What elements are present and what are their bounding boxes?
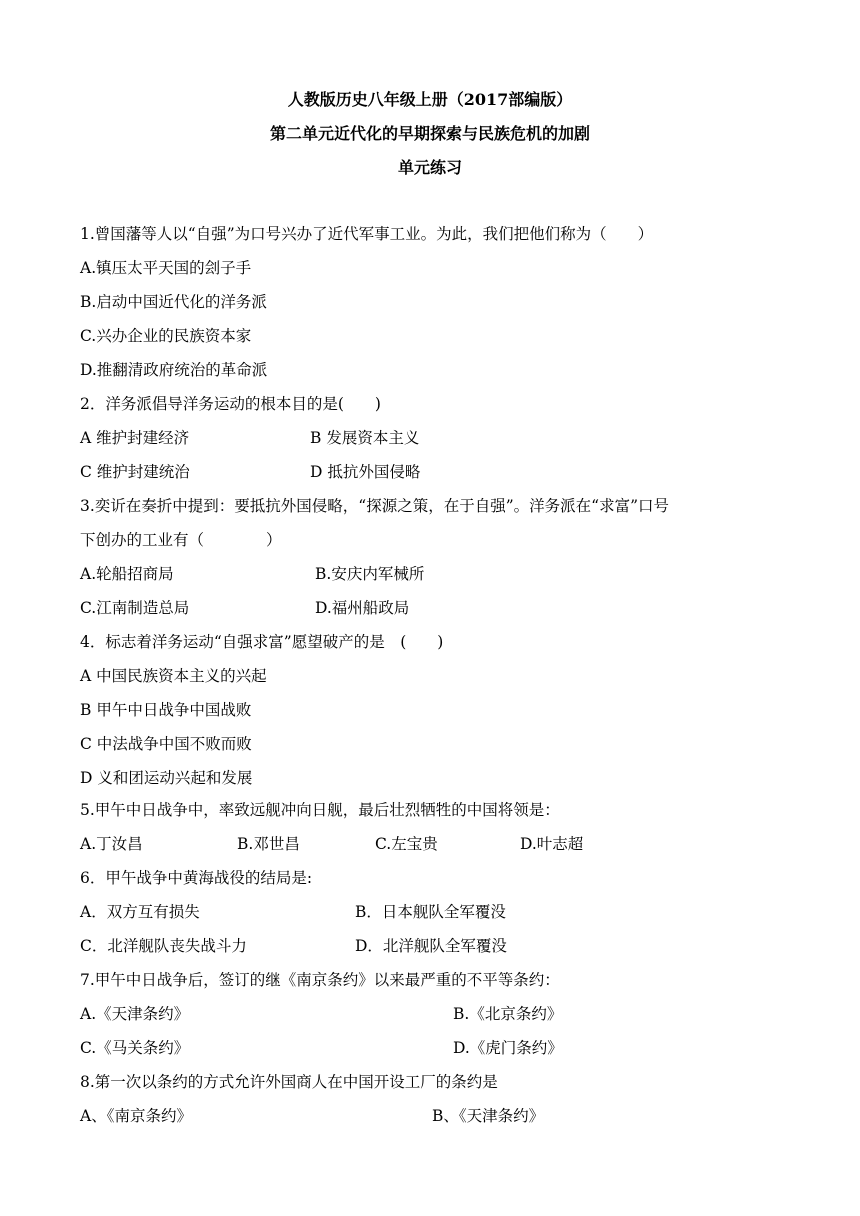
question-3-stem-line1: 3.奕䜣在奏折中提到：要抵抗外国侵略，“探源之策，在于自强”。洋务派在“求富”口号 (80, 497, 669, 515)
question-7-option-a: A.《天津条约》 (80, 1005, 190, 1023)
question-1-option-c: C.兴办企业的民族资本家 (80, 327, 252, 345)
question-5-option-b: B.邓世昌 (237, 835, 300, 853)
question-3-option-d: D.福州船政局 (315, 599, 410, 617)
question-5-option-d: D.叶志超 (520, 835, 584, 853)
question-2-option-c: C 维护封建统治 (80, 463, 190, 481)
question-2-option-d: D 抵抗外国侵略 (310, 463, 421, 481)
question-7-option-b: B.《北京条约》 (453, 1005, 563, 1023)
question-6-option-c: C．北洋舰队丧失战斗力 (80, 937, 247, 955)
question-2-option-b: B 发展资本主义 (310, 429, 420, 447)
question-3-option-c: C.江南制造总局 (80, 599, 190, 617)
question-2-option-a: A 维护封建经济 (80, 429, 190, 447)
question-5-option-a: A.丁汝昌 (80, 835, 143, 853)
question-7-option-d: D.《虎门条约》 (453, 1039, 563, 1057)
question-6-option-d: D．北洋舰队全军覆没 (355, 937, 507, 955)
question-4-option-d: D 义和团运动兴起和发展 (80, 769, 253, 787)
question-5-option-c: C.左宝贵 (375, 835, 438, 853)
question-8-option-b: B、《天津条约》 (432, 1107, 545, 1125)
question-3-option-a: A.轮船招商局 (80, 565, 174, 583)
question-3-stem-line2: 下创办的工业有（ ） (80, 531, 282, 549)
question-7-stem: 7.甲午中日战争后，签订的继《南京条约》以来最严重的不平等条约： (80, 971, 560, 989)
question-8-stem: 8.第一次以条约的方式允许外国商人在中国开设工厂的条约是 (80, 1073, 498, 1091)
question-2-stem: 2．洋务派倡导洋务运动的根本目的是( ) (80, 395, 381, 413)
unit-title: 第二单元近代化的早期探索与民族危机的加剧 (269, 124, 590, 143)
question-8-option-a: A、《南京条约》 (80, 1107, 192, 1125)
question-6-option-b: B．日本舰队全军覆没 (355, 903, 506, 921)
section-title: 单元练习 (397, 158, 462, 177)
question-6-option-a: A．双方互有损失 (80, 903, 200, 921)
question-1-option-a: A.镇压太平天国的刽子手 (80, 259, 252, 277)
question-6-stem: 6．甲午战争中黄海战役的结局是: (80, 869, 313, 887)
question-4-option-c: C 中法战争中国不败而败 (80, 735, 252, 753)
question-3-option-b: B.安庆内军械所 (315, 565, 425, 583)
question-4-option-b: B 甲午中日战争中国战败 (80, 701, 252, 719)
question-7-option-c: C.《马关条约》 (80, 1039, 190, 1057)
question-5-stem: 5.甲午中日战争中，率致远舰冲向日舰，最后壮烈牺牲的中国将领是： (80, 801, 560, 819)
question-4-stem: 4．标志着洋务运动“自强求富”愿望破产的是 ( ) (80, 633, 444, 651)
document-title: 人教版历史八年级上册（2017部编版） (287, 90, 573, 109)
question-1-stem: 1.曾国藩等人以“自强”为口号兴办了近代军事工业。为此，我们把他们称为（ ） (80, 225, 654, 243)
question-1-option-d: D.推翻清政府统治的革命派 (80, 361, 268, 379)
question-4-option-a: A 中国民族资本主义的兴起 (80, 667, 267, 685)
question-1-option-b: B.启动中国近代化的洋务派 (80, 293, 267, 311)
